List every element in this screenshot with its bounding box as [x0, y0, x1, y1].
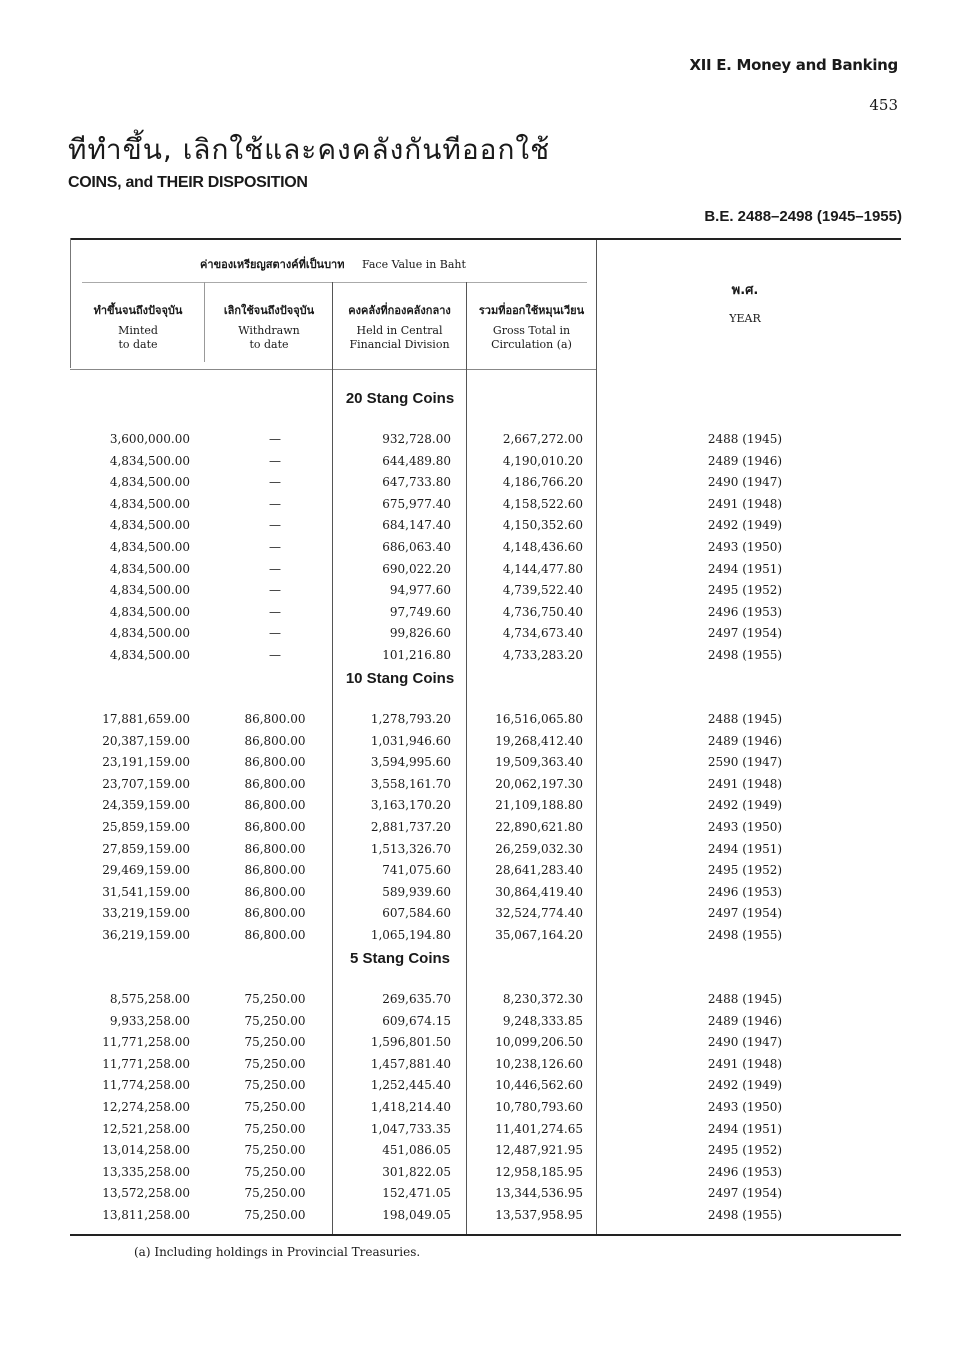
- table-row: [70, 1100, 901, 1121]
- held-cell: 684,147.40: [382, 518, 451, 533]
- circulation-cell: 13,344,536.95: [495, 1186, 583, 1201]
- table-row: [70, 648, 901, 669]
- year-cell: 2489 (1946): [707, 453, 783, 468]
- withdrawn-cell: —: [269, 475, 281, 490]
- face-value-header-thai: ค่าของเหรียญสตางค์ที่เป็นบาท: [200, 258, 345, 271]
- col-header-withdrawn-thai: เลิกใช้จนถึงปัจจุบัน: [223, 304, 315, 317]
- table-row: [70, 906, 901, 927]
- minted-cell: 13,014,258.00: [102, 1143, 190, 1158]
- col-header-held: [333, 304, 466, 352]
- held-cell: 1,457,881.40: [370, 1056, 451, 1071]
- held-cell: 607,584.60: [382, 906, 451, 921]
- held-cell: 1,513,326.70: [370, 841, 451, 856]
- year-cell: 2492 (1949): [707, 798, 783, 813]
- withdrawn-cell: —: [269, 432, 281, 446]
- year-cell: 2495 (1952): [707, 1143, 783, 1158]
- held-cell: 97,749.60: [389, 604, 451, 619]
- minted-cell: 23,191,159.00: [102, 755, 190, 770]
- year-cell: 2590 (1947): [707, 755, 783, 770]
- withdrawn-cell: 86,800.00: [244, 884, 306, 899]
- minted-cell: 4,834,500.00: [109, 626, 190, 641]
- minted-cell: 4,834,500.00: [109, 475, 190, 490]
- title-english: COINS, and THEIR DISPOSITION: [68, 174, 308, 191]
- table-row: [70, 820, 901, 841]
- held-cell: 1,596,801.50: [370, 1035, 451, 1050]
- year-cell: 2490 (1947): [707, 475, 783, 490]
- col-header-withdrawn-en2: to date: [249, 338, 289, 351]
- year-cell: 2497 (1954): [707, 626, 783, 641]
- held-cell: 152,471.05: [382, 1186, 451, 1201]
- withdrawn-cell: 86,800.00: [244, 820, 306, 834]
- held-cell: 1,065,194.80: [370, 928, 451, 942]
- held-cell: 1,418,214.40: [370, 1100, 451, 1114]
- withdrawn-cell: 75,250.00: [244, 1208, 306, 1222]
- withdrawn-cell: —: [269, 540, 281, 554]
- year-cell: 2494 (1951): [707, 561, 783, 576]
- circulation-cell: 21,109,188.80: [495, 798, 583, 813]
- held-cell: 686,063.40: [382, 540, 451, 554]
- table-row: [70, 475, 901, 496]
- held-cell: 932,728.00: [382, 432, 451, 446]
- withdrawn-cell: 75,250.00: [244, 1100, 306, 1114]
- col-header-year-thai: พ.ศ.: [731, 283, 759, 298]
- minted-cell: 4,834,500.00: [109, 561, 190, 576]
- withdrawn-cell: 75,250.00: [244, 992, 306, 1006]
- minted-cell: 4,834,500.00: [109, 604, 190, 619]
- withdrawn-cell: —: [269, 626, 281, 641]
- withdrawn-cell: 75,250.00: [244, 1078, 306, 1093]
- table-row: [70, 1035, 901, 1056]
- circulation-cell: 4,739,522.40: [502, 583, 583, 598]
- circulation-cell: 4,733,283.20: [502, 648, 583, 662]
- withdrawn-cell: 86,800.00: [244, 906, 306, 921]
- held-cell: 3,558,161.70: [370, 776, 451, 791]
- minted-cell: 29,469,159.00: [102, 863, 190, 878]
- table-row: [70, 1186, 901, 1207]
- minted-cell: 31,541,159.00: [102, 884, 190, 899]
- withdrawn-cell: —: [269, 496, 281, 511]
- minted-cell: 9,933,258.00: [109, 1013, 190, 1028]
- withdrawn-cell: —: [269, 561, 281, 576]
- held-cell: 647,733.80: [382, 475, 451, 490]
- table-top-border: [70, 238, 901, 240]
- year-cell: 2496 (1953): [707, 604, 783, 619]
- minted-cell: 23,707,159.00: [102, 776, 190, 791]
- col-header-held-en2: Financial Division: [349, 338, 450, 351]
- year-cell: 2496 (1953): [707, 884, 783, 899]
- held-cell: 451,086.05: [382, 1143, 451, 1158]
- circulation-cell: 10,446,562.60: [495, 1078, 583, 1093]
- year-cell: 2492 (1949): [707, 1078, 783, 1093]
- year-cell: 2498 (1955): [707, 1208, 783, 1222]
- table-row: [70, 734, 901, 755]
- held-cell: 269,635.70: [382, 992, 451, 1006]
- circulation-cell: 32,524,774.40: [495, 906, 583, 921]
- table-row: [70, 454, 901, 475]
- table-row: [70, 928, 901, 949]
- circulation-cell: 9,248,333.85: [502, 1013, 583, 1028]
- circulation-cell: 4,190,010.20: [502, 453, 583, 468]
- withdrawn-cell: 86,800.00: [244, 733, 306, 748]
- section-title: 5 Stang Coins: [349, 950, 450, 967]
- table-row: [70, 1122, 901, 1143]
- circulation-cell: 12,958,185.95: [495, 1164, 583, 1179]
- circulation-cell: 30,864,419.40: [495, 884, 583, 899]
- minted-cell: 4,834,500.00: [109, 496, 190, 511]
- held-cell: 2,881,737.20: [370, 820, 451, 834]
- minted-cell: 17,881,659.00: [102, 712, 190, 726]
- coins-table: [70, 238, 901, 1236]
- year-cell: 2491 (1948): [707, 776, 783, 791]
- withdrawn-cell: 75,250.00: [244, 1121, 306, 1136]
- table-row: [70, 497, 901, 518]
- table-row: [70, 518, 901, 539]
- year-cell: 2498 (1955): [707, 928, 783, 942]
- circulation-cell: 4,186,766.20: [502, 475, 583, 490]
- year-cell: 2496 (1953): [707, 1164, 783, 1179]
- withdrawn-cell: —: [269, 648, 281, 662]
- title-thai: ทีทำขึ้น, เลิกใช้และคงคลังกันทีออกใช้: [68, 133, 551, 166]
- col-header-circulation-note: (a): [556, 338, 572, 351]
- table-row: [70, 863, 901, 884]
- minted-cell: 12,521,258.00: [102, 1121, 190, 1136]
- minted-cell: 33,219,159.00: [102, 906, 190, 921]
- minted-cell: 11,771,258.00: [102, 1035, 190, 1050]
- year-cell: 2490 (1947): [707, 1035, 783, 1050]
- minted-cell: 36,219,159.00: [102, 928, 190, 942]
- col-header-minted: [72, 304, 204, 352]
- minted-cell: 11,774,258.00: [102, 1078, 190, 1093]
- col-header-year: [670, 284, 820, 326]
- year-cell: 2492 (1949): [707, 518, 783, 533]
- minted-cell: 12,274,258.00: [102, 1100, 190, 1114]
- withdrawn-cell: 75,250.00: [244, 1013, 306, 1028]
- table-row: [70, 712, 901, 733]
- held-cell: 644,489.80: [382, 453, 451, 468]
- minted-cell: 25,859,159.00: [102, 820, 190, 834]
- col-divider-1: [204, 282, 205, 362]
- circulation-cell: 4,734,673.40: [502, 626, 583, 641]
- circulation-cell: 4,144,477.80: [502, 561, 583, 576]
- year-cell: 2493 (1950): [707, 1100, 783, 1114]
- circulation-cell: 4,148,436.60: [502, 540, 583, 554]
- circulation-cell: 28,641,283.40: [495, 863, 583, 878]
- held-cell: 1,031,946.60: [370, 733, 451, 748]
- col-header-circulation-en2: Circulation: [491, 338, 554, 351]
- minted-cell: 13,811,258.00: [102, 1208, 190, 1222]
- table-row: [70, 583, 901, 604]
- minted-cell: 3,600,000.00: [109, 432, 190, 446]
- held-cell: 3,594,995.60: [370, 755, 451, 770]
- circulation-cell: 11,401,274.65: [495, 1121, 583, 1136]
- table-row: [70, 885, 901, 906]
- withdrawn-cell: 75,250.00: [244, 1056, 306, 1071]
- held-cell: 198,049.05: [382, 1208, 451, 1222]
- table-row: [70, 1165, 901, 1186]
- section-title: 10 Stang Coins: [345, 670, 455, 687]
- table-row: [70, 842, 901, 863]
- held-cell: 301,822.05: [382, 1164, 451, 1179]
- withdrawn-cell: 86,800.00: [244, 841, 306, 856]
- held-cell: 1,047,733.35: [370, 1121, 451, 1136]
- withdrawn-cell: 75,250.00: [244, 1143, 306, 1158]
- year-cell: 2488 (1945): [707, 432, 783, 446]
- table-row: [70, 1057, 901, 1078]
- held-cell: 101,216.80: [382, 648, 451, 662]
- period-label: B.E. 2488–2498 (1945–1955): [704, 208, 902, 225]
- minted-cell: 13,335,258.00: [102, 1164, 190, 1179]
- circulation-cell: 2,667,272.00: [502, 432, 583, 446]
- circulation-cell: 10,099,206.50: [495, 1035, 583, 1050]
- held-cell: 741,075.60: [382, 863, 451, 878]
- section-title: 20 Stang Coins: [345, 390, 455, 407]
- col-header-withdrawn-en1: Withdrawn: [238, 324, 300, 337]
- circulation-cell: 10,780,793.60: [495, 1100, 583, 1114]
- withdrawn-cell: 75,250.00: [244, 1164, 306, 1179]
- table-row: [70, 626, 901, 647]
- table-bottom-border: [70, 1234, 901, 1236]
- withdrawn-cell: 86,800.00: [244, 755, 306, 770]
- year-cell: 2489 (1946): [707, 1013, 783, 1028]
- year-cell: 2488 (1945): [707, 992, 783, 1006]
- withdrawn-cell: —: [269, 518, 281, 533]
- year-cell: 2497 (1954): [707, 906, 783, 921]
- withdrawn-cell: 86,800.00: [244, 776, 306, 791]
- header-divider: [70, 369, 596, 370]
- withdrawn-cell: 86,800.00: [244, 712, 306, 726]
- held-cell: 589,939.60: [382, 884, 451, 899]
- table-row: [70, 540, 901, 561]
- year-cell: 2493 (1950): [707, 820, 783, 834]
- minted-cell: 8,575,258.00: [109, 992, 190, 1006]
- col-header-held-en1: Held in Central: [356, 324, 443, 337]
- table-row: [70, 755, 901, 776]
- held-cell: 94,977.60: [389, 583, 451, 598]
- table-row: [70, 562, 901, 583]
- col-header-minted-thai: ทำขึ้นจนถึงปัจจุบัน: [93, 304, 183, 317]
- year-cell: 2495 (1952): [707, 863, 783, 878]
- circulation-cell: 10,238,126.60: [495, 1056, 583, 1071]
- table-row: [70, 1143, 901, 1164]
- year-cell: 2491 (1948): [707, 496, 783, 511]
- minted-cell: 27,859,159.00: [102, 841, 190, 856]
- withdrawn-cell: 86,800.00: [244, 798, 306, 813]
- withdrawn-cell: 86,800.00: [244, 863, 306, 878]
- face-value-header: [70, 258, 596, 272]
- minted-cell: 4,834,500.00: [109, 648, 190, 662]
- table-row: [70, 992, 901, 1013]
- table-row: [70, 432, 901, 453]
- held-cell: 675,977.40: [382, 496, 451, 511]
- col-header-minted-en2: to date: [118, 338, 158, 351]
- held-cell: 690,022.20: [382, 561, 451, 576]
- held-cell: 1,252,445.40: [370, 1078, 451, 1093]
- held-cell: 99,826.60: [389, 626, 451, 641]
- minted-cell: 4,834,500.00: [109, 453, 190, 468]
- circulation-cell: 26,259,032.30: [495, 841, 583, 856]
- year-cell: 2491 (1948): [707, 1056, 783, 1071]
- circulation-cell: 12,487,921.95: [495, 1143, 583, 1158]
- held-cell: 1,278,793.20: [370, 712, 451, 726]
- footnote: (a) Including holdings in Provincial Treasuries.: [134, 1245, 421, 1259]
- minted-cell: 13,572,258.00: [102, 1186, 190, 1201]
- table-row: [70, 605, 901, 626]
- withdrawn-cell: —: [269, 583, 281, 598]
- table-row: [70, 1014, 901, 1035]
- circulation-cell: 35,067,164.20: [495, 928, 583, 942]
- year-cell: 2494 (1951): [707, 841, 783, 856]
- year-cell: 2494 (1951): [707, 1121, 783, 1136]
- circulation-cell: 20,062,197.30: [495, 776, 583, 791]
- withdrawn-cell: —: [269, 604, 281, 619]
- held-cell: 609,674.15: [382, 1013, 451, 1028]
- year-cell: 2489 (1946): [707, 733, 783, 748]
- circulation-cell: 4,150,352.60: [502, 518, 583, 533]
- col-header-minted-en1: Minted: [118, 324, 158, 337]
- year-cell: 2498 (1955): [707, 648, 783, 662]
- circulation-cell: 4,736,750.40: [502, 604, 583, 619]
- col-header-circulation: [467, 304, 596, 352]
- circulation-cell: 22,890,621.80: [495, 820, 583, 834]
- face-value-header-en: Face Value in Baht: [361, 258, 466, 271]
- circulation-cell: 13,537,958.95: [495, 1208, 583, 1222]
- col-header-year-en: YEAR: [729, 312, 761, 325]
- circulation-cell: 8,230,372.30: [502, 992, 583, 1006]
- circulation-cell: 19,509,363.40: [495, 755, 583, 770]
- table-row: [70, 1078, 901, 1099]
- withdrawn-cell: 75,250.00: [244, 1186, 306, 1201]
- year-cell: 2493 (1950): [707, 540, 783, 554]
- face-value-divider: [82, 282, 587, 283]
- held-cell: 3,163,170.20: [370, 798, 451, 813]
- year-cell: 2488 (1945): [707, 712, 783, 726]
- table-row: [70, 798, 901, 819]
- page-number: 453: [869, 96, 898, 114]
- col-header-held-thai: คงคลังที่กองคลังกลาง: [348, 304, 451, 317]
- col-header-withdrawn: [206, 304, 332, 352]
- minted-cell: 4,834,500.00: [109, 540, 190, 554]
- circulation-cell: 16,516,065.80: [495, 712, 583, 726]
- withdrawn-cell: 75,250.00: [244, 1035, 306, 1050]
- circulation-cell: 19,268,412.40: [495, 733, 583, 748]
- col-header-circulation-en1: Gross Total in: [492, 324, 571, 337]
- running-header: XII E. Money and Banking: [689, 56, 898, 74]
- minted-cell: 4,834,500.00: [109, 583, 190, 598]
- minted-cell: 20,387,159.00: [102, 733, 190, 748]
- col-header-circulation-thai: รวมที่ออกใช้หมุนเวียน: [478, 304, 585, 317]
- withdrawn-cell: —: [269, 453, 281, 468]
- table-row: [70, 1208, 901, 1229]
- withdrawn-cell: 86,800.00: [244, 928, 306, 942]
- minted-cell: 4,834,500.00: [109, 518, 190, 533]
- minted-cell: 11,771,258.00: [102, 1056, 190, 1071]
- circulation-cell: 4,158,522.60: [502, 496, 583, 511]
- year-cell: 2495 (1952): [707, 583, 783, 598]
- minted-cell: 24,359,159.00: [102, 798, 190, 813]
- table-row: [70, 777, 901, 798]
- year-cell: 2497 (1954): [707, 1186, 783, 1201]
